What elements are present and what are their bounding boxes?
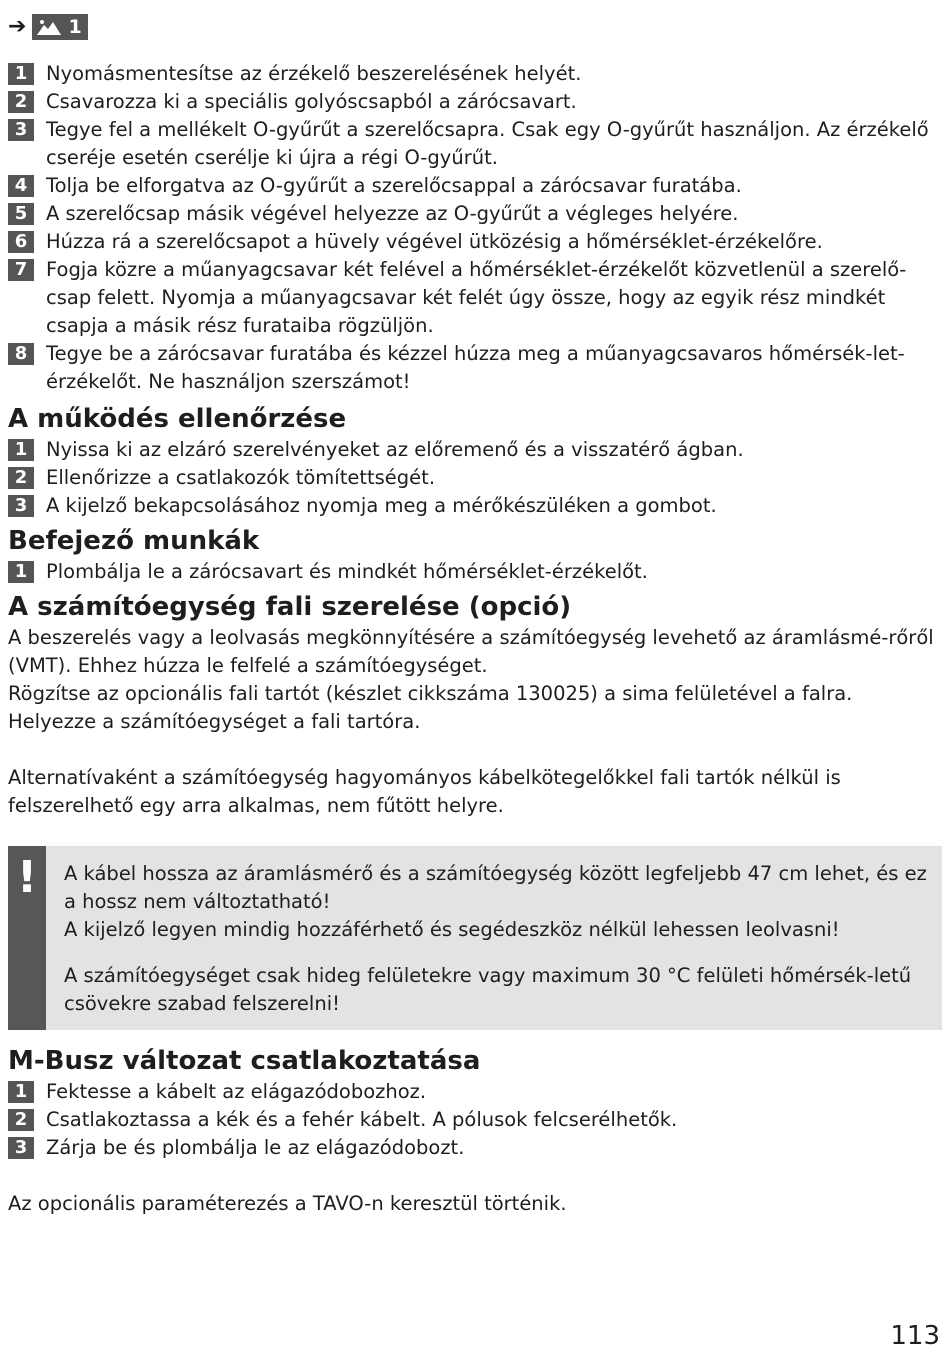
warning-text-3: A számítóegységet csak hideg felületekre vagy maximum 30 °C felületi hőmérsék-letű csövekre szabad felszerelni! — [64, 964, 912, 1015]
step-text: Tolja be elforgatva az O-gyűrűt a szerelőcsappal a zárócsavar furatába. — [46, 174, 742, 197]
list-item — [8, 88, 942, 116]
mbus-note: Az opcionális paraméterezés a TAVO-n keresztül történik. — [8, 1192, 567, 1215]
figure-reference — [8, 12, 942, 42]
list-item — [8, 558, 942, 586]
section-heading-wall-mount: A számítóegység fali szerelése (opció) — [8, 592, 572, 622]
step-number: 3 — [8, 495, 34, 517]
warning-body — [46, 846, 942, 1030]
step-text: Csatlakoztassa a kék és a fehér kábelt. A pólusok felcserélhetők. — [46, 1108, 678, 1131]
step-text: Nyissa ki az elzáró szerelvényeket az előremenő és a visszatérő ágban. — [46, 438, 744, 461]
function-check-steps — [8, 436, 942, 520]
section-heading-mbus: M-Busz változat csatlakoztatása — [8, 1046, 481, 1076]
step-number: 8 — [8, 343, 34, 365]
list-item — [8, 172, 942, 200]
arrow-icon: ➔ — [8, 14, 27, 39]
list-item — [8, 464, 942, 492]
step-text: A kijelző bekapcsolásához nyomja meg a mérőkészüléken a gombot. — [46, 494, 717, 517]
figure-number: 1 — [68, 16, 82, 38]
list-item — [8, 1134, 942, 1162]
list-item — [8, 256, 942, 340]
step-text: Plombálja le a zárócsavart és mindkét hőmérséklet-érzékelőt. — [46, 560, 648, 583]
step-text: Húzza rá a szerelőcsapot a hüvely végével ütközésig a hőmérséklet-érzékelőre. — [46, 230, 823, 253]
list-item — [8, 340, 942, 396]
list-item — [8, 228, 942, 256]
list-item — [8, 116, 942, 172]
section-heading-finishing: Befejező munkák — [8, 526, 260, 556]
step-number: 1 — [8, 63, 34, 85]
list-item — [8, 492, 942, 520]
step-text: Fogja közre a műanyagcsavar két felével a hőmérséklet-érzékelőt közvetlenül a szerelő-csap felett. Nyomja a műanyagcsavar két felét úgy össze, hogy az egyik rész mindkét csapja a másik rész furataiba rögzüljön. — [46, 258, 907, 337]
list-item — [8, 200, 942, 228]
step-number: 1 — [8, 439, 34, 461]
step-number: 2 — [8, 467, 34, 489]
step-number: 1 — [8, 561, 34, 583]
step-number: 3 — [8, 119, 34, 141]
finishing-steps — [8, 558, 942, 586]
warning-icon: ! — [8, 846, 46, 1030]
warning-text-1: A kábel hossza az áramlásmérő és a számítóegység között legfeljebb 47 cm lehet, és ez a hossz nem változtatható! — [64, 862, 927, 913]
step-number: 1 — [8, 1081, 34, 1103]
list-item — [8, 1078, 942, 1106]
step-text: Csavarozza ki a speciális golyóscsapból a zárócsavart. — [46, 90, 577, 113]
list-item — [8, 436, 942, 464]
list-item — [8, 60, 942, 88]
step-number: 3 — [8, 1137, 34, 1159]
step-number: 2 — [8, 91, 34, 113]
section-heading-function-check: A működés ellenőrzése — [8, 404, 347, 434]
step-number: 4 — [8, 175, 34, 197]
install-steps — [8, 60, 942, 396]
step-number: 2 — [8, 1109, 34, 1131]
step-text: Zárja be és plombálja le az elágazódobozt. — [46, 1136, 465, 1159]
step-text: Tegye fel a mellékelt O-gyűrűt a szerelőcsapra. Csak egy O-gyűrűt használjon. Az érzékelő cseréje esetén cserélje ki újra a régi O-gyűrűt. — [46, 118, 929, 169]
step-text: Nyomásmentesítse az érzékelő beszerelésének helyét. — [46, 62, 582, 85]
step-number: 7 — [8, 259, 34, 281]
wall-mount-paragraph-2: Rögzítse az opcionális fali tartót (készlet cikkszáma 130025) a sima felületével a falra. Helyezze a számítóegységet a fali tartóra. — [8, 682, 853, 733]
step-text: A szerelőcsap másik végével helyezze az O-gyűrűt a végleges helyére. — [46, 202, 739, 225]
page-number: 113 — [890, 1321, 940, 1351]
step-number: 5 — [8, 203, 34, 225]
list-item — [8, 1106, 942, 1134]
step-number: 6 — [8, 231, 34, 253]
step-text: Ellenőrizze a csatlakozók tömítettségét. — [46, 466, 436, 489]
page-content — [8, 12, 942, 1218]
step-text: Fektesse a kábelt az elágazódobozhoz. — [46, 1080, 427, 1103]
warning-text-2: A kijelző legyen mindig hozzáférhető és segédeszköz nélkül lehessen leolvasni! — [64, 918, 840, 941]
step-text: Tegye be a zárócsavar furatába és kézzel húzza meg a műanyagcsavaros hőmérsék-let-érzékelőt. Ne használjon szerszámot! — [46, 342, 905, 393]
wall-mount-paragraph-1: A beszerelés vagy a leolvasás megkönnyítésére a számítóegység levehető az áramlásmé-rőről (VMT). Ehhez húzza le felfelé a számítóegységet. — [8, 626, 934, 677]
figure-badge — [32, 14, 87, 40]
image-icon — [36, 18, 62, 36]
warning-box — [8, 846, 942, 1030]
wall-mount-paragraph-3: Alternatívaként a számítóegység hagyományos kábelkötegelőkkel fali tartók nélkül is felszerelhető egy arra alkalmas, nem fűtött helyre. — [8, 766, 841, 817]
mbus-steps — [8, 1078, 942, 1162]
